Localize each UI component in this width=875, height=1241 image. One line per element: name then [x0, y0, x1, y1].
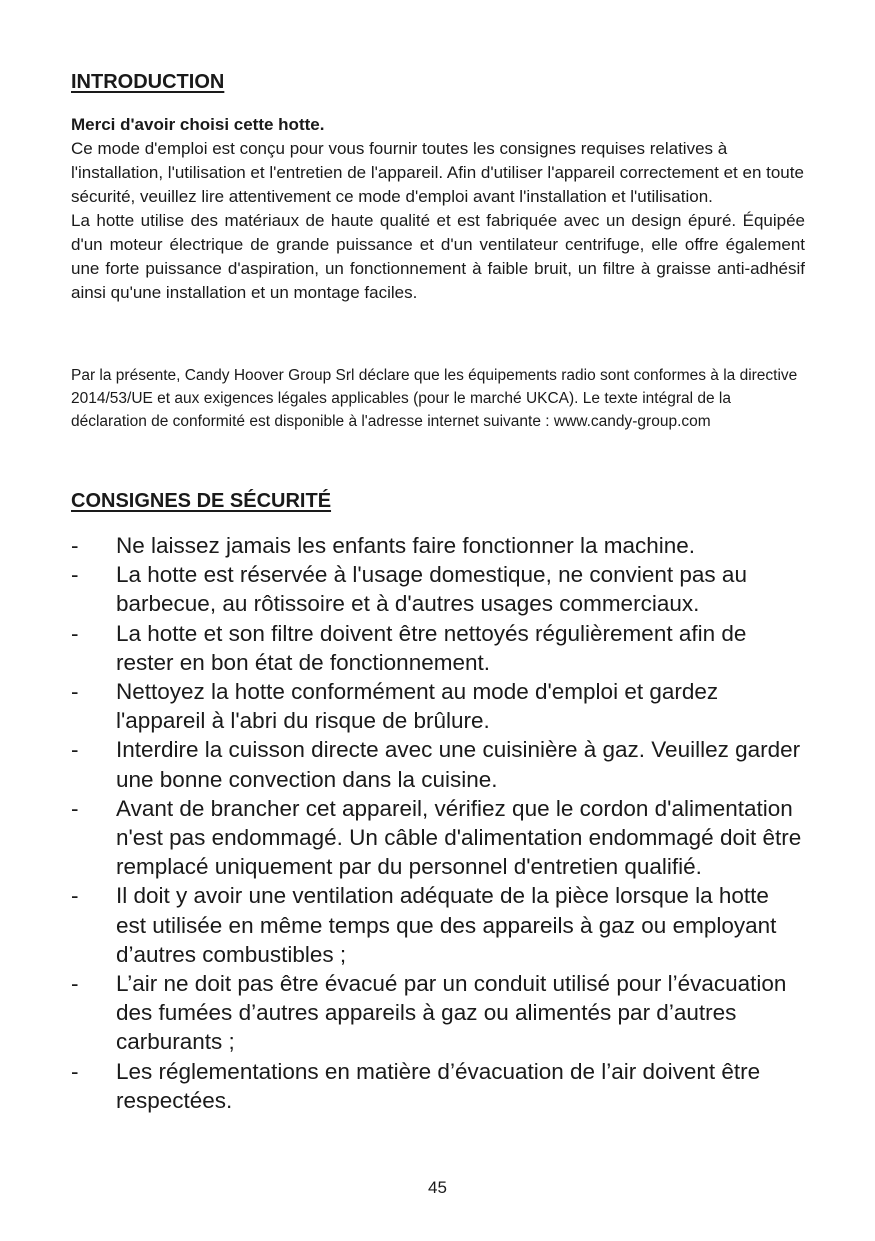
page-number: 45 [428, 1178, 447, 1197]
safety-item-text: La hotte est réservée à l'usage domestique, ne convient pas au barbecue, au rôtissoire et à d'autres usages commerciaux. [116, 562, 747, 617]
bullet-dash: - [71, 1058, 79, 1084]
bullet-dash: - [71, 620, 79, 646]
safety-item-text: Ne laissez jamais les enfants faire fonctionner la machine. [116, 533, 696, 558]
list-item [71, 969, 805, 1057]
declaration-text: Par la présente, Candy Hoover Group Srl déclare que les équipements radio sont conformes à la directive 2014/53/UE et aux exigences légales applicables (pour le marché UKCA). Le texte intégral de la déclaration de conformité est disponible à l'adresse internet suivante : www.candy-group.com [71, 367, 798, 430]
conformity-declaration [71, 364, 805, 433]
safety-item-text: Il doit y avoir une ventilation adéquate de la pièce lorsque la hotte est utilisée en même temps que des appareils à gaz ou employant d’autres combustibles ; [116, 883, 777, 967]
bullet-dash: - [71, 971, 79, 997]
safety-item-text: Avant de brancher cet appareil, vérifiez que le cordon d'alimentation n'est pas endommagé. Un câble d'alimentation endommagé doit être remplacé uniquement par du personnel d'entretien qualifié. [116, 795, 802, 880]
safety-item-text: Nettoyez la hotte conformément au mode d'emploi et gardez l'appareil à l'abri du risque de brûlure. [116, 679, 719, 734]
list-item [71, 735, 805, 793]
safety-item-text: L’air ne doit pas être évacué par un conduit utilisé pour l’évacuation des fumées d’autres appareils à gaz ou alimentés par d’autres carburants ; [116, 971, 787, 1055]
list-item [71, 1057, 805, 1115]
safety-item-text: Interdire la cuisson directe avec une cuisinière à gaz. Veuillez garder une bonne convection dans la cuisine. [116, 737, 801, 792]
bullet-dash: - [71, 533, 79, 558]
list-item [71, 677, 805, 735]
safety-item-text: La hotte et son filtre doivent être nettoyés régulièrement afin de rester en bon état de fonctionnement. [116, 620, 747, 675]
bullet-dash: - [71, 795, 79, 821]
list-item [71, 531, 805, 560]
intro-paragraph-1: Ce mode d'emploi est conçu pour vous fournir toutes les consignes requises relatives à l'installation, l'utilisation et l'entretien de l'appareil. Afin d'utiliser l'appareil correctement et en toute sécurité, veuillez lire attentivement ce mode d'emploi avant l'installation et l'utilisation. [71, 139, 804, 206]
list-item [71, 619, 805, 677]
introduction-heading: INTRODUCTION [71, 71, 225, 93]
list-item [71, 560, 805, 618]
list-item [71, 881, 805, 969]
intro-paragraph-2: La hotte utilise des matériaux de haute qualité et est fabriquée avec un design épuré. Équipée d'un moteur électrique de grande puissance et d'un ventilateur centrifuge, elle offre également une forte puissance d'aspiration, un fonctionnement à faible bruit, un filtre à graisse anti-adhésif ainsi qu'une installation et un montage faciles. [71, 211, 805, 302]
safety-item-text: Les réglementations en matière d’évacuation de l’air doivent être respectées. [116, 1058, 761, 1113]
thanks-line: Merci d'avoir choisi cette hotte. [71, 115, 325, 134]
bullet-dash: - [71, 562, 79, 588]
bullet-dash: - [71, 737, 79, 763]
bullet-dash: - [71, 679, 79, 705]
safety-heading: CONSIGNES DE SÉCURITÉ [71, 490, 332, 512]
bullet-dash: - [71, 883, 79, 909]
safety-list [71, 531, 805, 1115]
list-item [71, 794, 805, 882]
introduction-body [71, 113, 805, 305]
